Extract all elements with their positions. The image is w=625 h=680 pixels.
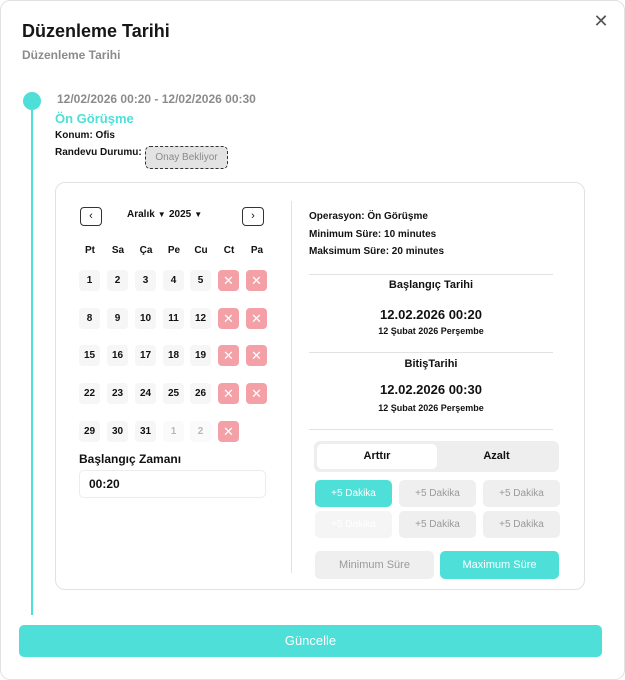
year-value: 2025 [169,209,192,220]
calendar-day[interactable]: 2 [107,270,128,291]
unavailable-day: ✕ [218,421,239,442]
event-date-range: 12/02/2026 00:20 - 12/02/2026 00:30 [57,92,256,106]
calendar-day[interactable]: 22 [79,383,100,404]
chevron-down-icon: ▼ [157,210,166,219]
start-time-input[interactable] [79,470,266,498]
calendar-day[interactable]: 18 [163,345,184,366]
weekday-header: Cu [194,245,208,256]
add-5-minutes-button[interactable]: +5 Dakika [399,480,476,507]
calendar-day[interactable]: 2 [190,421,211,442]
calendar-day[interactable]: 29 [79,421,100,442]
month-select[interactable] [127,209,166,220]
unavailable-day: ✕ [246,383,267,404]
calendar-day[interactable]: 25 [163,383,184,404]
calendar-day[interactable]: 17 [135,345,156,366]
calendar-day[interactable]: 4 [163,270,184,291]
add-5-minutes-button[interactable]: +5 Dakika [483,511,560,538]
close-icon[interactable]: ✕ [593,11,609,31]
event-title: Ön Görüşme [55,111,134,126]
calendar-day[interactable]: 5 [190,270,211,291]
calendar-day[interactable]: 15 [79,345,100,366]
min-duration-info: Minimum Süre: 10 minutes [309,229,437,240]
end-date-time: 12.02.2026 00:30 [380,382,482,397]
year-select[interactable] [169,209,202,220]
timeline-line [31,101,33,615]
timeline-dot [23,92,41,110]
add-5-minutes-button[interactable]: +5 Dakika [315,480,392,507]
unavailable-day: ✕ [218,345,239,366]
calendar-day[interactable]: 16 [107,345,128,366]
add-5-minutes-button[interactable]: +5 Dakika [483,480,560,507]
weekday-header: Ct [223,245,235,256]
end-date-long: 12 Şubat 2026 Perşembe [378,403,484,413]
calendar-day[interactable]: 24 [135,383,156,404]
calendar-day[interactable]: 1 [163,421,184,442]
calendar-day[interactable]: 31 [135,421,156,442]
max-duration-info: Maksimum Süre: 20 minutes [309,246,445,257]
add-5-minutes-button[interactable]: +5 Dakika [399,511,476,538]
divider [309,274,553,275]
operation-info: Operasyon: Ön Görüşme [309,211,428,222]
unavailable-day: ✕ [218,270,239,291]
event-location: Konum: Ofis [55,130,115,141]
calendar-day[interactable]: 11 [163,308,184,329]
weekday-header: Sa [111,245,125,256]
weekday-header: Ça [139,245,153,256]
chevron-down-icon: ▼ [194,210,203,219]
calendar-day[interactable]: 23 [107,383,128,404]
start-date-time: 12.02.2026 00:20 [380,307,482,322]
start-time-label: Başlangıç Zamanı [79,452,182,466]
adjust-tabs [314,441,559,472]
unavailable-day: ✕ [218,383,239,404]
weekday-header: Pa [250,245,264,256]
start-date-heading: Başlangıç Tarihi [388,279,474,291]
calendar-day[interactable]: 3 [135,270,156,291]
maximum-duration-button[interactable]: Maximum Süre [440,551,559,579]
start-date-long: 12 Şubat 2026 Perşembe [378,326,484,336]
calendar-day[interactable]: 8 [79,308,100,329]
calendar-day[interactable]: 1 [79,270,100,291]
update-button[interactable]: Güncelle [19,625,602,657]
tab-increase[interactable]: Arttır [317,444,437,469]
weekday-header: Pe [167,245,181,256]
panel-divider [291,201,292,573]
calendar-day[interactable]: 30 [107,421,128,442]
divider [309,352,553,353]
unavailable-day: ✕ [218,308,239,329]
divider [309,429,553,430]
chevron-left-icon[interactable]: ‹ [80,207,102,226]
add-5-minutes-button[interactable]: +5 Dakika [315,511,392,538]
tab-decrease[interactable]: Azalt [483,450,510,462]
calendar-day[interactable]: 12 [190,308,211,329]
calendar-day[interactable]: 10 [135,308,156,329]
unavailable-day: ✕ [246,270,267,291]
modal-title: Düzenleme Tarihi [22,21,170,41]
status-badge: Onay Bekliyor [145,146,228,169]
unavailable-day: ✕ [246,345,267,366]
modal-subtitle: Düzenleme Tarihi [22,48,121,62]
calendar-day[interactable]: 9 [107,308,128,329]
month-value: Aralık [127,209,155,220]
calendar-day[interactable]: 26 [190,383,211,404]
calendar-day[interactable]: 19 [190,345,211,366]
chevron-right-icon[interactable]: › [242,207,264,226]
minimum-duration-button[interactable]: Minimum Süre [315,551,434,579]
unavailable-day: ✕ [246,308,267,329]
appointment-status-label: Randevu Durumu: [55,147,142,158]
end-date-heading: BitişTarihi [404,358,458,370]
weekday-header: Pt [85,245,95,256]
